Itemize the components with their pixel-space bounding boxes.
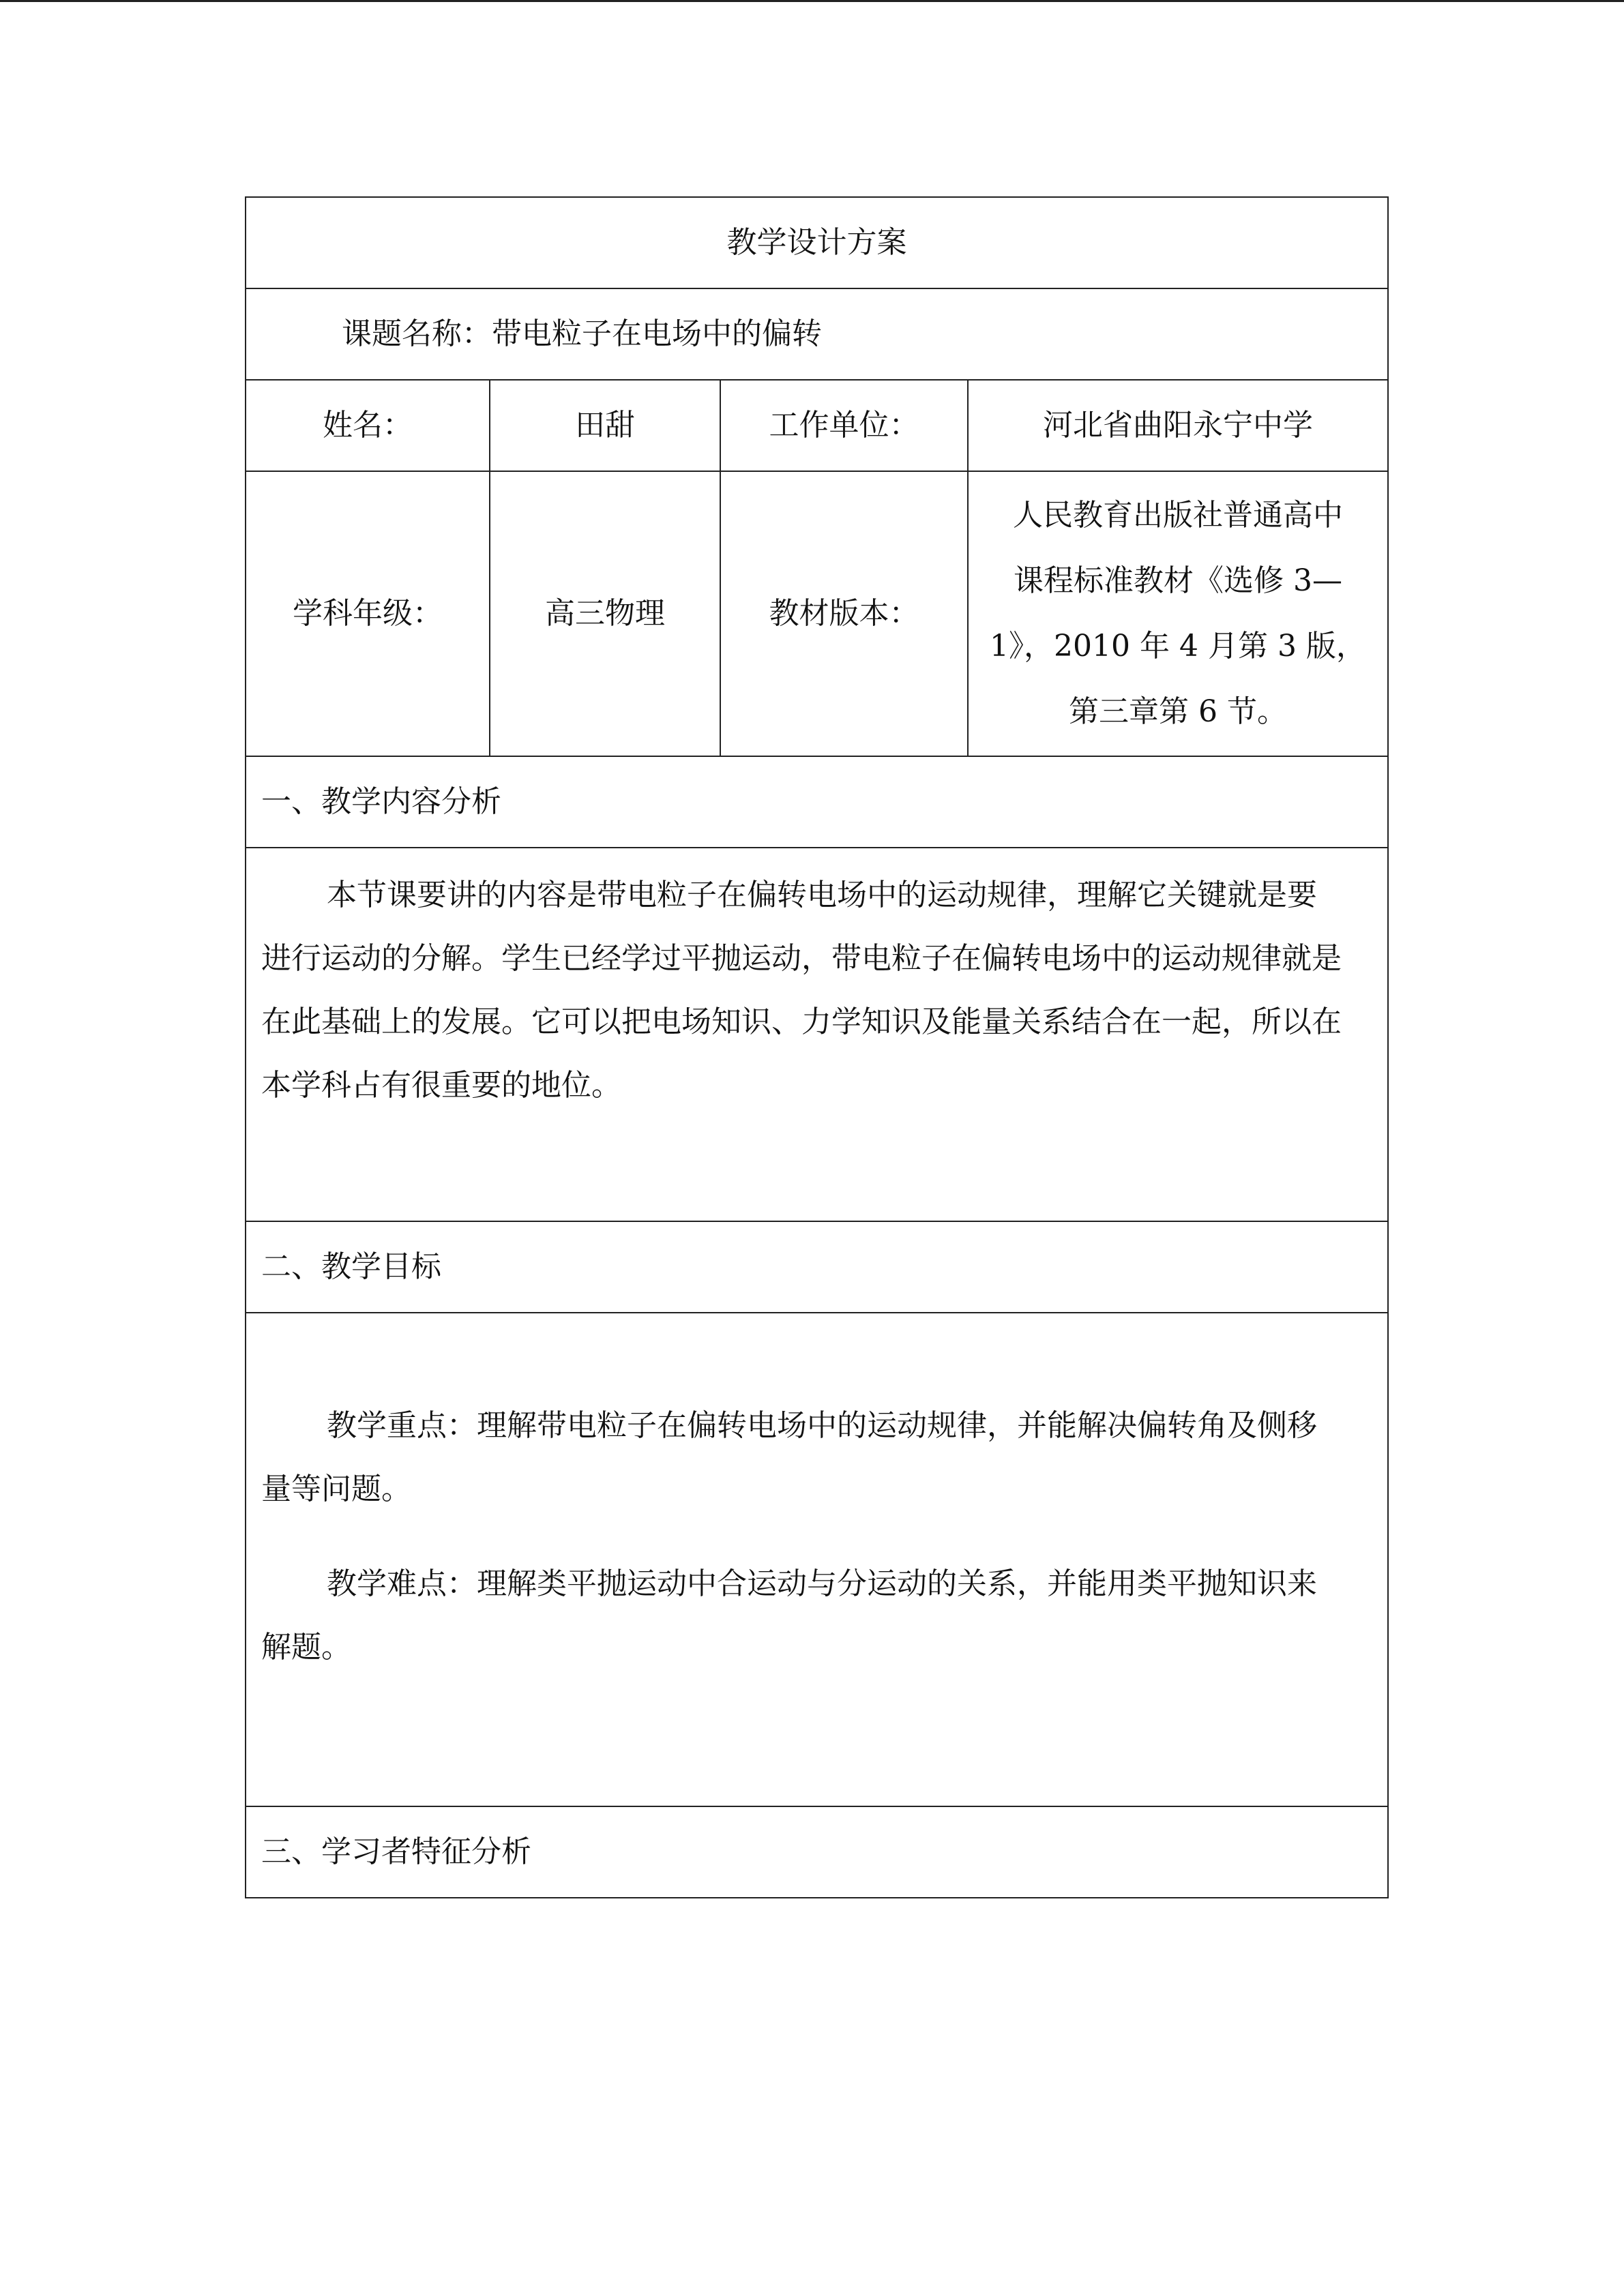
grade-value: 高三物理 — [490, 471, 720, 756]
textbook-edition-value — [968, 471, 1388, 756]
teaching-key-point: 教学重点：理解带电粒子在偏转电场中的运动规律，并能解决偏转角及侧移量等问题。 — [261, 1408, 1317, 1506]
name-row — [246, 380, 1388, 471]
teaching-goals-body — [246, 1313, 1388, 1806]
textbook-edition-line: 课程标准教材《选修 3— — [1014, 563, 1342, 598]
subject-row — [246, 288, 1388, 380]
section-heading-learner-analysis: 三、学习者特征分析 — [246, 1806, 1388, 1898]
name-label: 姓名： — [246, 380, 490, 471]
section-1-heading-row — [246, 756, 1388, 848]
document-title: 教学设计方案 — [246, 197, 1388, 288]
section-2-body-row — [246, 1313, 1388, 1806]
grade-label: 学科年级： — [246, 471, 490, 756]
content-analysis-body — [246, 848, 1388, 1221]
textbook-edition-label: 教材版本： — [720, 471, 968, 756]
work-unit-label: 工作单位： — [720, 380, 968, 471]
section-2-heading-row — [246, 1221, 1388, 1313]
section-heading-teaching-goals: 二、教学目标 — [246, 1221, 1388, 1313]
teaching-design-table — [245, 196, 1389, 1898]
section-3-heading-row — [246, 1806, 1388, 1898]
teaching-difficult-point: 教学难点：理解类平抛运动中合运动与分运动的关系，并能用类平抛知识来解题。 — [261, 1566, 1317, 1665]
grade-row — [246, 471, 1388, 756]
title-row — [246, 197, 1388, 288]
textbook-edition-line: 第三章第 6 节。 — [1069, 694, 1287, 729]
name-value: 田甜 — [490, 380, 720, 471]
section-1-body-row — [246, 848, 1388, 1221]
content-analysis-paragraph: 本节课要讲的内容是带电粒子在偏转电场中的运动规律，理解它关键就是要进行运动的分解。学生已经学过平抛运动，带电粒子在偏转电场中的运动规律就是在此基础上的发展。它可以把电场知识、力学知识及能量关系结合在一起，所以在本学科占有很重要的地位。 — [261, 878, 1342, 1103]
textbook-edition-line: 人民教育出版社普通高中 — [1013, 498, 1343, 533]
textbook-edition-line: 1》，2010 年 4 月第 3 版， — [990, 629, 1366, 664]
section-heading-content-analysis: 一、教学内容分析 — [246, 756, 1388, 848]
work-unit-value: 河北省曲阳永宁中学 — [968, 380, 1388, 471]
page-top-border — [0, 0, 1624, 2]
lesson-title: 课题名称：带电粒子在电场中的偏转 — [246, 288, 1388, 380]
